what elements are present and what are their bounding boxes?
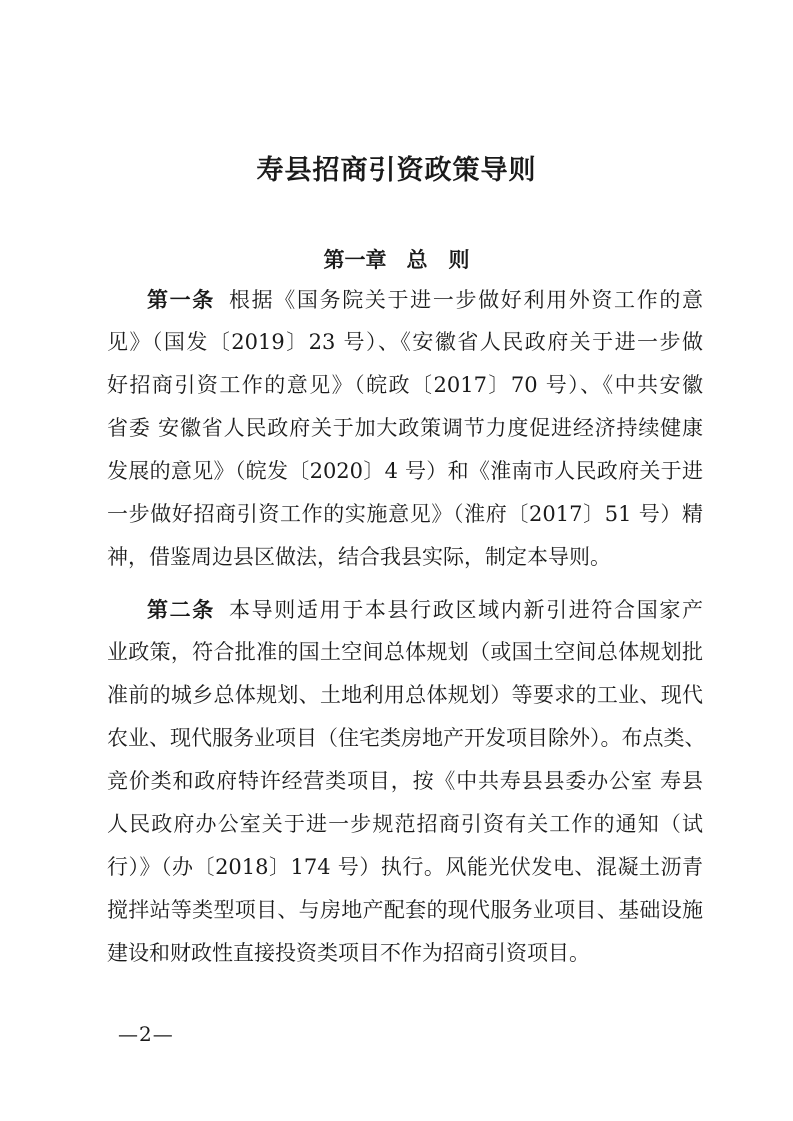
line-text: 发展的意见》（皖发〔2020〕4 号）和《淮南市人民政府关于进 xyxy=(107,459,703,483)
line-text: 见》（国发〔2019〕23 号）、《安徽省人民政府关于进一步做 xyxy=(107,330,703,354)
text-line xyxy=(107,760,703,803)
text-line xyxy=(107,450,703,493)
line-text: 搅拌站等类型项目、与房地产配套的现代服务业项目、基础设施 xyxy=(107,898,703,922)
article-2 xyxy=(107,588,706,975)
chapter-heading xyxy=(0,244,793,274)
line-text: 人民政府办公室关于进一步规范招商引资有关工作的通知（试 xyxy=(107,812,703,836)
line-text: 农业、现代服务业项目（住宅类房地产开发项目除外）。布点类、 xyxy=(107,726,706,750)
text-line xyxy=(107,717,706,760)
line-text: 建设和财政性直接投资类项目不作为招商引资项目。 xyxy=(107,941,590,965)
line-text: 根据《国务院关于进一步做好利用外资工作的意 xyxy=(228,288,704,312)
text-line xyxy=(107,889,703,932)
text-line xyxy=(107,536,703,579)
text-line xyxy=(107,321,703,364)
line-text: 业政策，符合批准的国土空间总体规划（或国土空间总体规划批 xyxy=(107,640,703,664)
article-label: 第二条 xyxy=(147,597,215,622)
chapter-number: 第一章 xyxy=(323,247,387,272)
text-line xyxy=(107,846,703,889)
page-number: —2— xyxy=(118,1022,174,1046)
line-text: 行）》（办〔2018〕174 号）执行。风能光伏发电、混凝土沥青 xyxy=(107,855,703,879)
chapter-name: 总 则 xyxy=(406,247,470,272)
text-line xyxy=(107,364,703,407)
text-line xyxy=(107,803,703,846)
line-text: 本导则适用于本县行政区域内新引进符合国家产 xyxy=(228,598,704,622)
text-line xyxy=(107,588,703,631)
text-line xyxy=(107,493,703,536)
article-label: 第一条 xyxy=(147,287,215,312)
line-text: 竞价类和政府特许经营类项目，按《中共寿县县委办公室 寿县 xyxy=(107,769,703,793)
text-line xyxy=(107,631,703,674)
text-line xyxy=(107,278,703,321)
text-line xyxy=(107,932,703,975)
line-text: 准前的城乡总体规划、土地利用总体规划）等要求的工业、现代 xyxy=(107,683,703,707)
line-text: 好招商引资工作的意见》（皖政〔2017〕70 号）、《中共安徽 xyxy=(107,373,703,397)
text-line xyxy=(107,674,703,717)
document-title: 寿县招商引资政策导则 xyxy=(256,155,537,186)
article-1 xyxy=(107,278,703,579)
line-text: 神，借鉴周边县区做法，结合我县实际，制定本导则。 xyxy=(107,545,611,569)
line-text: 一步做好招商引资工作的实施意见》（淮府〔2017〕51 号）精 xyxy=(107,502,703,526)
text-line xyxy=(107,407,703,450)
line-text: 省委 安徽省人民政府关于加大政策调节力度促进经济持续健康 xyxy=(107,416,703,440)
